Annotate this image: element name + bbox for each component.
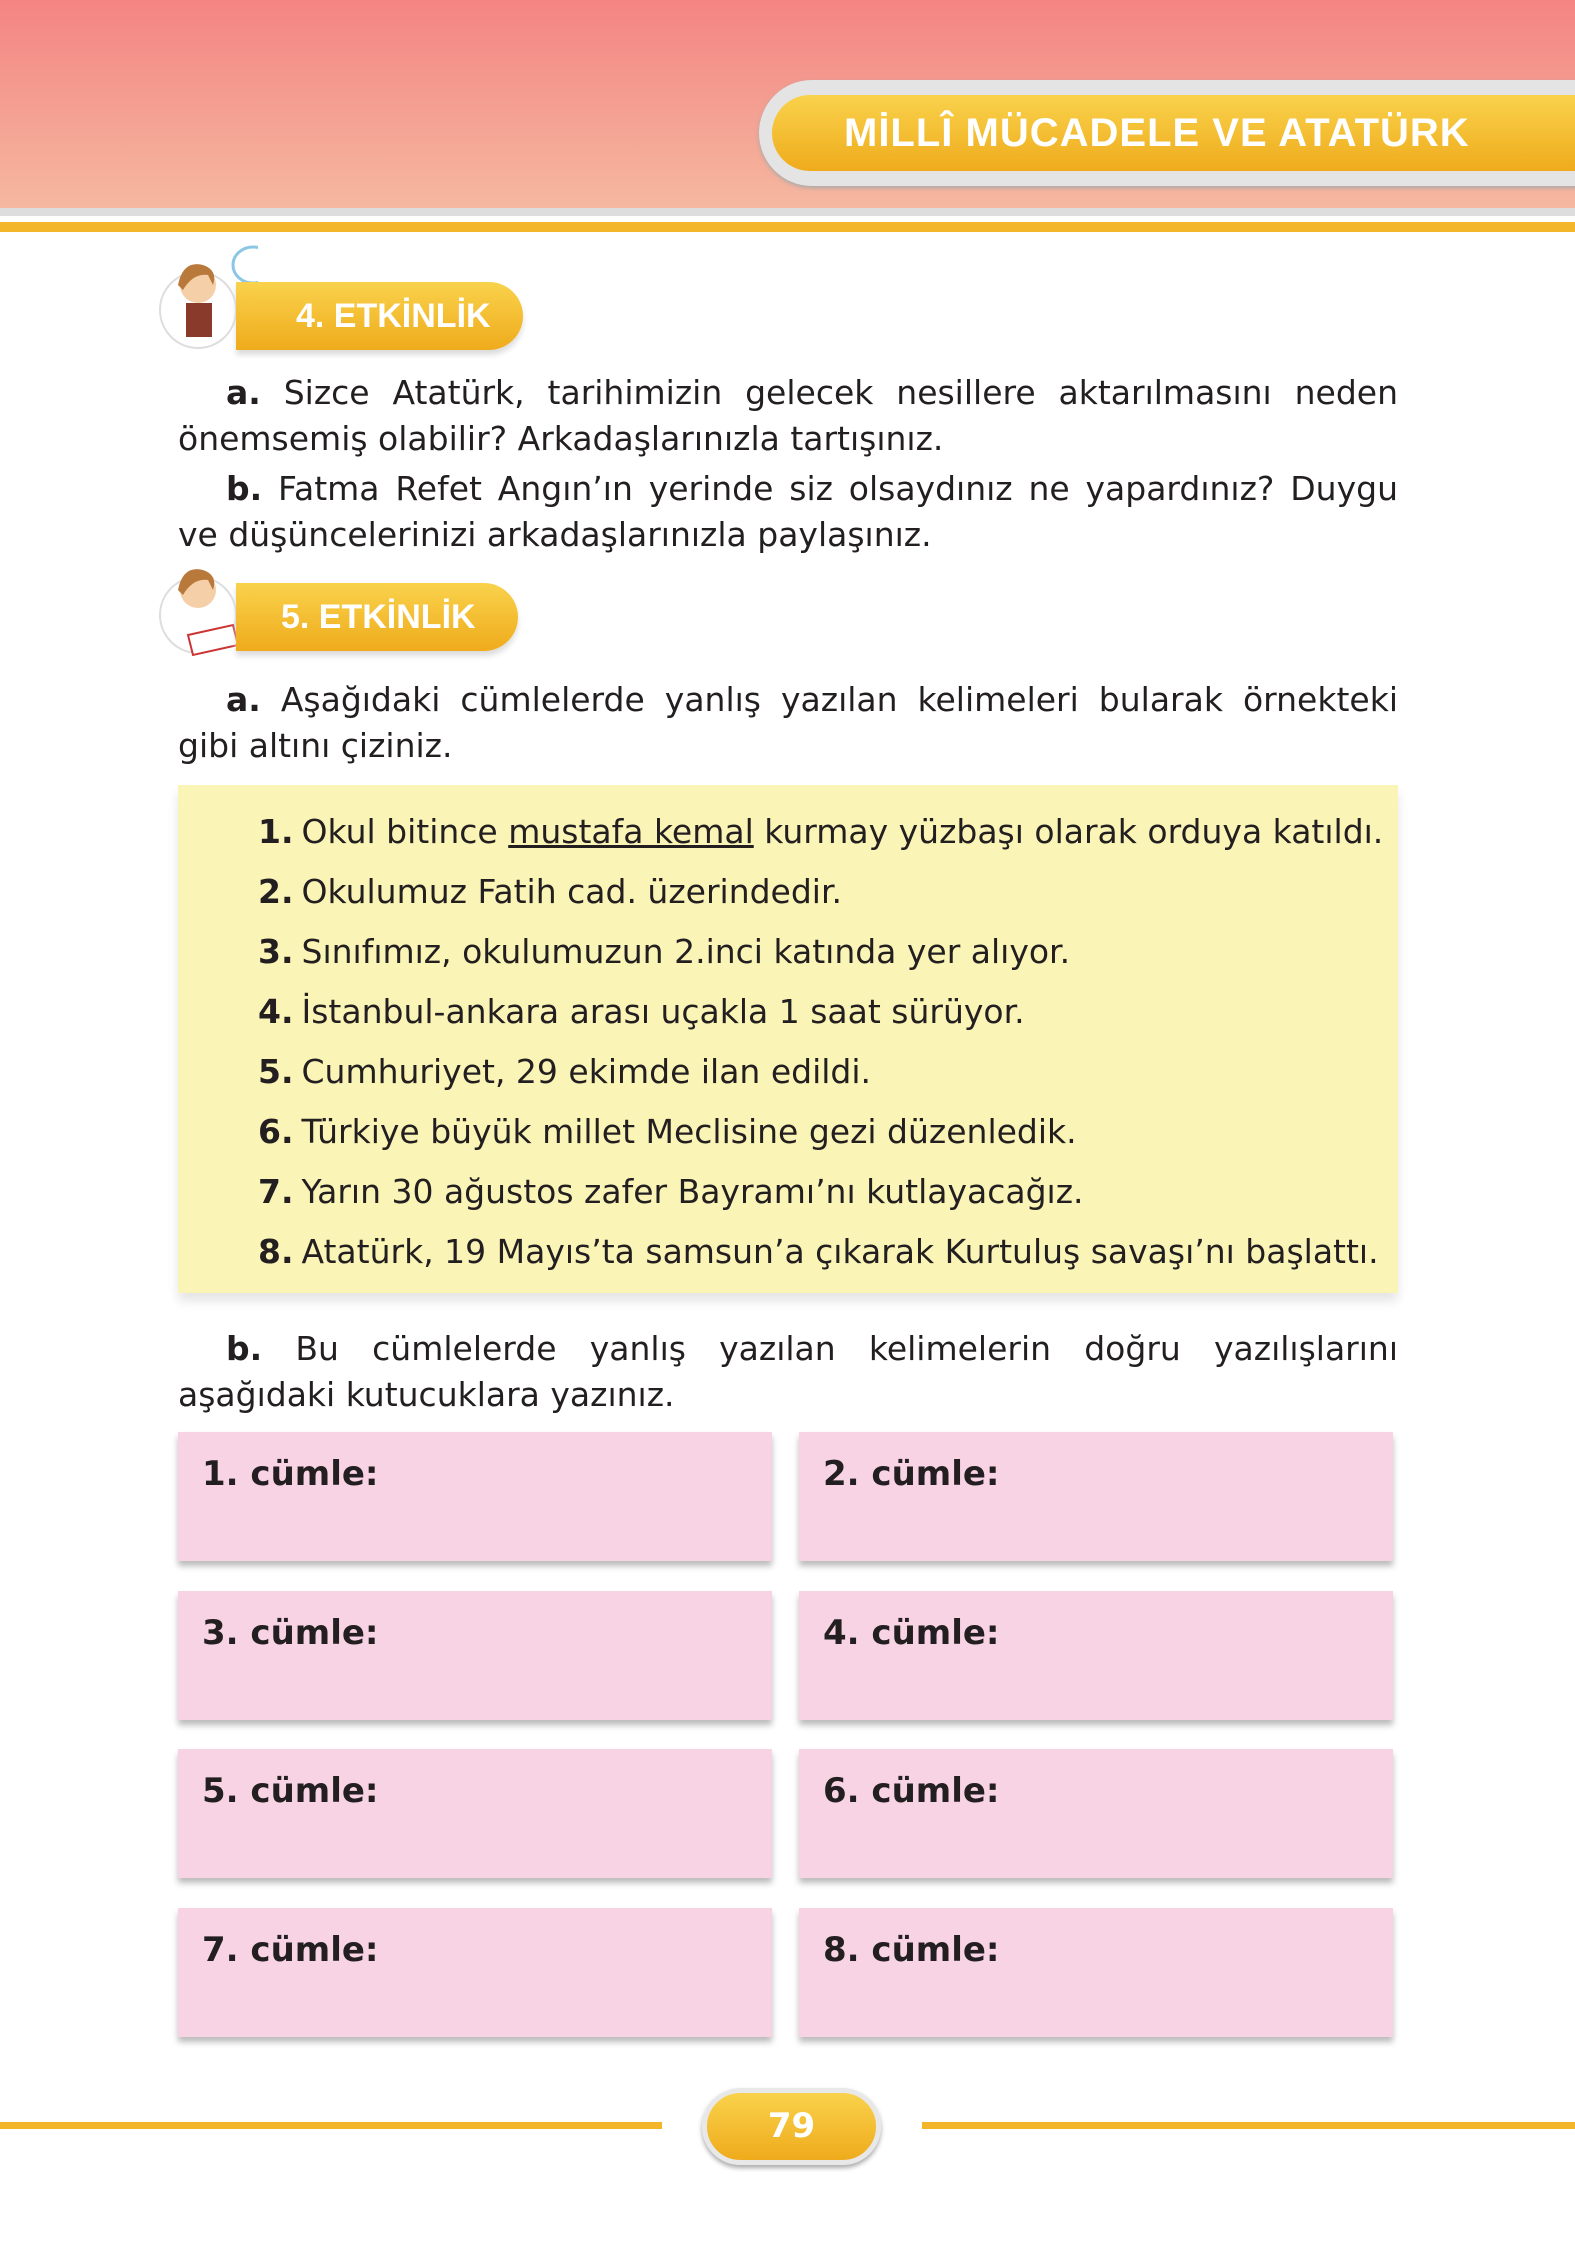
activity-4-question-a: a. Sizce Atatürk, tarihimizin gelecek nesillere aktarılmasını neden önemsemiş olabilir? Arkadaşlarınızla tartışınız. <box>178 373 1398 458</box>
sentence-item: 2. Okulumuz Fatih cad. üzerindedir. <box>258 872 843 911</box>
activity-4-badge: 4. ETKİNLİK <box>236 282 523 350</box>
answer-box-1[interactable]: 1. cümle: <box>178 1432 772 1561</box>
sentence-item: 6. Türkiye büyük millet Meclisine gezi düzenledik. <box>258 1112 1077 1151</box>
sentence-item: 1. Okul bitince mustafa kemal kurmay yüzbaşı olarak orduya katıldı. <box>258 812 1384 851</box>
answer-box-4[interactable]: 4. cümle: <box>799 1591 1393 1720</box>
footer-line <box>922 2122 1575 2129</box>
activity-5-question-a: a. Aşağıdaki cümlelerde yanlış yazılan kelimeleri bularak örnekteki gibi altını çiziniz. <box>178 680 1398 765</box>
underlined-example: mustafa kemal <box>508 812 754 851</box>
sentence-item: 8. Atatürk, 19 Mayıs’ta samsun’a çıkarak Kurtuluş savaşı’nı başlattı. <box>258 1232 1379 1271</box>
divider <box>0 208 1575 216</box>
activity-5-question-b: b. Bu cümlelerde yanlış yazılan kelimelerin doğru yazılışlarını aşağıdaki kutucuklara yazınız. <box>178 1329 1398 1414</box>
sentence-list-box <box>178 785 1398 1293</box>
page-number: 79 <box>702 2088 881 2165</box>
footer-line <box>0 2122 662 2129</box>
answer-box-5[interactable]: 5. cümle: <box>178 1749 772 1878</box>
answer-box-8[interactable]: 8. cümle: <box>799 1908 1393 2037</box>
divider <box>0 222 1575 232</box>
answer-box-7[interactable]: 7. cümle: <box>178 1908 772 2037</box>
sentence-item: 4. İstanbul-ankara arası uçakla 1 saat sürüyor. <box>258 992 1025 1031</box>
answer-box-6[interactable]: 6. cümle: <box>799 1749 1393 1878</box>
sentence-item: 5. Cumhuriyet, 29 ekimde ilan edildi. <box>258 1052 872 1091</box>
activity-4-question-b: b. Fatma Refet Angın’ın yerinde siz olsaydınız ne yapardınız? Duygu ve düşüncelerinizi arkadaşlarınızla paylaşınız. <box>178 469 1398 554</box>
sentence-item: 7. Yarın 30 ağustos zafer Bayramı’nı kutlayacağız. <box>258 1172 1084 1211</box>
answer-box-3[interactable]: 3. cümle: <box>178 1591 772 1720</box>
activity-5-badge: 5. ETKİNLİK <box>236 583 518 651</box>
sentence-item: 3. Sınıfımız, okulumuzun 2.inci katında yer alıyor. <box>258 932 1071 971</box>
answer-box-2[interactable]: 2. cümle: <box>799 1432 1393 1561</box>
unit-title: MİLLÎ MÜCADELE VE ATATÜRK <box>772 95 1575 171</box>
